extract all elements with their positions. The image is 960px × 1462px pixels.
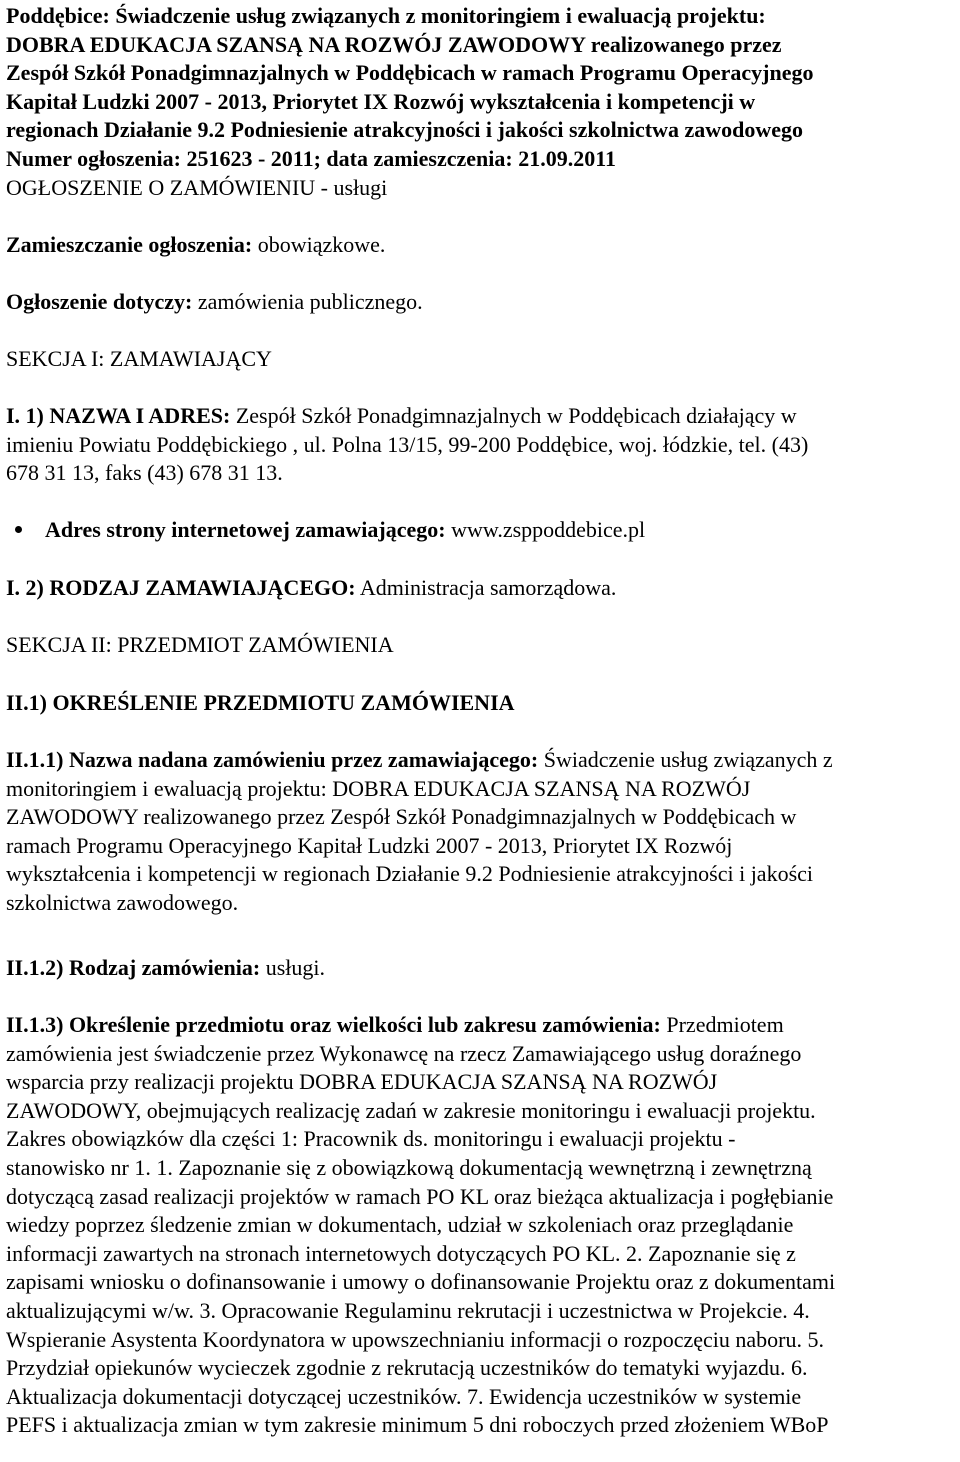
concerns-label: Ogłoszenie dotyczy:: [6, 289, 193, 314]
publication-row: [6, 231, 385, 260]
scope-line: Przedmiotem: [660, 1012, 784, 1037]
contracting-type-value: Administracja samorządowa.: [355, 575, 617, 600]
scope-line: Aktualizacja dokumentacji dotyczącej uczestników. 7. Ewidencja uczestników w systemie: [6, 1383, 802, 1409]
contract-name-line: wykształcenia i kompetencji w regionach Działanie 9.2 Podniesienie atrakcyjności i jakości: [6, 861, 814, 887]
contract-kind-value: usługi.: [260, 955, 325, 980]
subject-heading: II.1) OKREŚLENIE PRZEDMIOTU ZAMÓWIENIA: [6, 690, 515, 715]
notice-title: [6, 2, 813, 174]
scope-line: Zakres obowiązków dla części 1: Pracownik ds. monitoringu i ewaluacji projektu -: [6, 1126, 736, 1152]
scope-label: II.1.3) Określenie przedmiotu oraz wielkości lub zakresu zamówienia:: [6, 1012, 661, 1037]
website-row: [45, 516, 645, 545]
publication-label: Zamieszczanie ogłoszenia:: [6, 232, 253, 257]
contract-kind-row: [6, 954, 325, 983]
name-address-line: 678 31 13, faks (43) 678 31 13.: [6, 460, 283, 486]
contract-name-line: ramach Programu Operacyjnego Kapitał Ludzki 2007 - 2013, Priorytet IX Rozwój: [6, 832, 733, 858]
scope-block: [6, 1011, 835, 1440]
contract-kind-label: II.1.2) Rodzaj zamówienia:: [6, 955, 261, 980]
scope-line: zapisami wniosku o dofinansowanie i umowy o dofinansowanie Projektu oraz z dokumentami: [6, 1269, 836, 1295]
title-line: Zespół Szkół Ponadgimnazjalnych w Poddębicach w ramach Programu Operacyjnego: [6, 60, 814, 86]
contract-name-line: Świadczenie usług związanych z: [538, 747, 833, 772]
title-line: regionach Działanie 9.2 Podniesienie atrakcyjności i jakości szkolnictwa zawodowego: [6, 117, 804, 143]
publication-value: obowiązkowe.: [252, 232, 386, 257]
bullet-icon: [15, 526, 22, 533]
website-value[interactable]: www.zsppoddebice.pl: [445, 517, 646, 542]
scope-line: Przydział opiekunów wycieczek zgodnie z rekrutacją uczestników do tematyki wyjazdu. 6.: [6, 1355, 808, 1381]
title-line: Kapitał Ludzki 2007 - 2013, Priorytet IX Rozwój wykształcenia i kompetencji w: [6, 88, 756, 114]
concerns-row: [6, 288, 423, 317]
scope-line: informacji zawartych na stronach internetowych dotyczących PO KL. 2. Zapoznanie się z: [6, 1240, 796, 1266]
title-line: Numer ogłoszenia: 251623 - 2011; data zamieszczenia: 21.09.2011: [6, 145, 617, 171]
scope-line: wsparcia przy realizacji projektu DOBRA EDUKACJA SZANSĄ NA ROZWÓJ: [6, 1069, 718, 1095]
contract-name-block: [6, 746, 833, 918]
contract-name-label: II.1.1) Nazwa nadana zamówieniu przez zamawiającego:: [6, 747, 539, 772]
scope-line: stanowisko nr 1. 1. Zapoznanie się z obowiązkową dokumentacją wewnętrzną i zewnętrzną: [6, 1154, 812, 1180]
contract-name-line: ZAWODOWY realizowanego przez Zespół Szkół Ponadgimnazjalnych w Poddębicach w: [6, 804, 797, 830]
name-address-label: I. 1) NAZWA I ADRES:: [6, 403, 231, 428]
website-label: Adres strony internetowej zamawiającego:: [45, 517, 446, 542]
concerns-value: zamówienia publicznego.: [192, 289, 423, 314]
notice-type: OGŁOSZENIE O ZAMÓWIENIU - usługi: [6, 175, 388, 200]
contracting-type-label: I. 2) RODZAJ ZAMAWIAJĄCEGO:: [6, 575, 356, 600]
title-line: DOBRA EDUKACJA SZANSĄ NA ROZWÓJ ZAWODOWY realizowanego przez: [6, 31, 782, 57]
scope-line: zamówienia jest świadczenie przez Wykonawcę na rzecz Zamawiającego usług doraźnego: [6, 1040, 802, 1066]
scope-line: wiedzy poprzez śledzenie zmian w dokumentach, udział w szkoleniach oraz przeglądanie: [6, 1212, 794, 1238]
title-line: Poddębice: Świadczenie usług związanych z monitoringiem i ewaluacją projektu:: [6, 3, 766, 28]
contract-name-line: szkolnictwa zawodowego.: [6, 889, 239, 915]
scope-line: aktualizującymi w/w. 3. Opracowanie Regulaminu rekrutacji i uczestnictwa w Projekcie. 4.: [6, 1297, 810, 1323]
section1-heading: SEKCJA I: ZAMAWIAJĄCY: [6, 346, 272, 371]
contracting-type-row: [6, 574, 616, 603]
contract-name-line: monitoringiem i ewaluacją projektu: DOBRA EDUKACJA SZANSĄ NA ROZWÓJ: [6, 775, 751, 801]
scope-line: dotyczącą zasad realizacji projektów w ramach PO KL oraz bieżąca aktualizacja i pogłębianie: [6, 1183, 834, 1209]
scope-line: PEFS i aktualizacja zmian w tym zakresie minimum 5 dni roboczych przed złożeniem WBoP: [6, 1412, 829, 1438]
name-address-line: imieniu Powiatu Poddębickiego , ul. Polna 13/15, 99-200 Poddębice, woj. łódzkie, tel. (43): [6, 431, 809, 457]
scope-line: Wspieranie Asystenta Koordynatora w upowszechnianiu informacji o rozpoczęciu naboru. 5.: [6, 1326, 825, 1352]
name-address-line: Zespół Szkół Ponadgimnazjalnych w Poddębicach działający w: [230, 403, 797, 428]
section2-heading: SEKCJA II: PRZEDMIOT ZAMÓWIENIA: [6, 632, 394, 657]
scope-line: ZAWODOWY, obejmujących realizację zadań w zakresie monitoringu i ewaluacji projektu.: [6, 1097, 816, 1123]
name-address-block: [6, 402, 808, 488]
